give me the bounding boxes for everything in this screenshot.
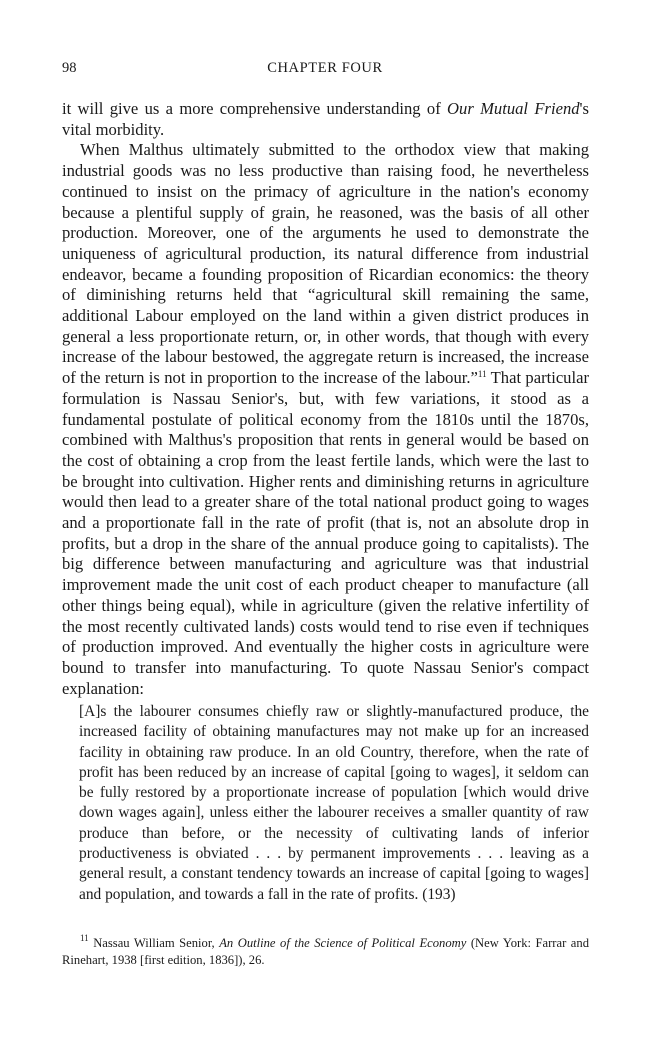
page-number: 98 bbox=[62, 60, 77, 76]
paragraph-continued bbox=[62, 99, 589, 140]
body-text bbox=[62, 99, 589, 699]
footnote-title: An Outline of the Science of Political Economy bbox=[219, 936, 467, 950]
running-head bbox=[62, 60, 588, 80]
book-title: Our Mutual Friend bbox=[447, 99, 580, 118]
paragraph-text: it will give us a more comprehensive understanding of bbox=[62, 99, 448, 118]
block-quote: [A]s the labourer consumes chiefly raw or slightly-manufactured produce, the increased facility of obtaining manufactures may not make up for an increased facility in obtaining raw produce. In an old Country, therefore, when the rate of profit has been reduced by an increase of capital [going to wages], it seldom can be fully restored by a proportionate increase of population [which would drive down wages again], unless either the labourer receives a smaller quantity of raw produce than before, or the necessity of cultivating lands of inferior productiveness is obviated . . . by permanent improvements . . . leaving as a general result, a constant tendency towards an increase of capital [going to wages] and population, and towards a fall in the rate of profits. (193) bbox=[79, 703, 589, 903]
paragraph-text: 's vital morbidity. bbox=[62, 99, 589, 139]
footnote-author: Nassau William Senior, bbox=[93, 936, 220, 950]
paragraph-text: When Malthus ultimately submitted to the orthodox view that making industrial goods was no less productive than raising food, he nevertheless continued to insist on the primacy of agriculture in the nation's economy because a plentiful supply of grain, he reasoned, was the basis of all other production. Moreover, one of the arguments he used to demonstrate the uniqueness of agricultural production, its natural difference from industrial endeavor, became a founding proposition of Ricardian economics: the theory of diminishing returns held that “agricultural skill remaining the same, additional Labour employed on the land within a given district produces in general a less proportionate return, or, in other words, that though with every increase of the labour bestowed, the aggregate return is increased, the increase of the return is not in proportion to the increase of the labour.” bbox=[62, 140, 589, 388]
footnote-citation: (New York: Farrar and Rinehart, 1938 [first edition, 1836]), 26. bbox=[62, 936, 589, 967]
chapter-title: CHAPTER FOUR bbox=[267, 60, 383, 76]
paragraph bbox=[62, 140, 589, 699]
footnote bbox=[62, 935, 589, 969]
footnote-number: 11 bbox=[80, 933, 89, 943]
footnote-reference[interactable]: 11 bbox=[477, 369, 487, 380]
paragraph-text: That particular formulation is Nassau Senior's, but, with few variations, it stood as a fundamental postulate of political economy from the 1810s until the 1870s, combined with Malthus's proposition that rents in general would be based on the cost of obtaining a crop from the least fertile lands, which were the last to be brought into cultivation. Higher rents and diminishing returns in agriculture would then lead to a greater share of the total national product going to wages and a proportionate fall in the rate of profit (that is, not an absolute drop in profits, but a drop in the share of the annual produce going to capitalists). The big difference between manufacturing and agriculture was that industrial improvement made the unit cost of each product cheaper to manufacture (all other things being equal), while in agriculture (given the relative infertility of the most recently cultivated lands) costs would tend to rise even if techniques of production improved. And eventually the higher costs in agriculture were bound to transfer into manufacturing. To quote Nassau Senior's compact explanation: bbox=[62, 368, 589, 698]
